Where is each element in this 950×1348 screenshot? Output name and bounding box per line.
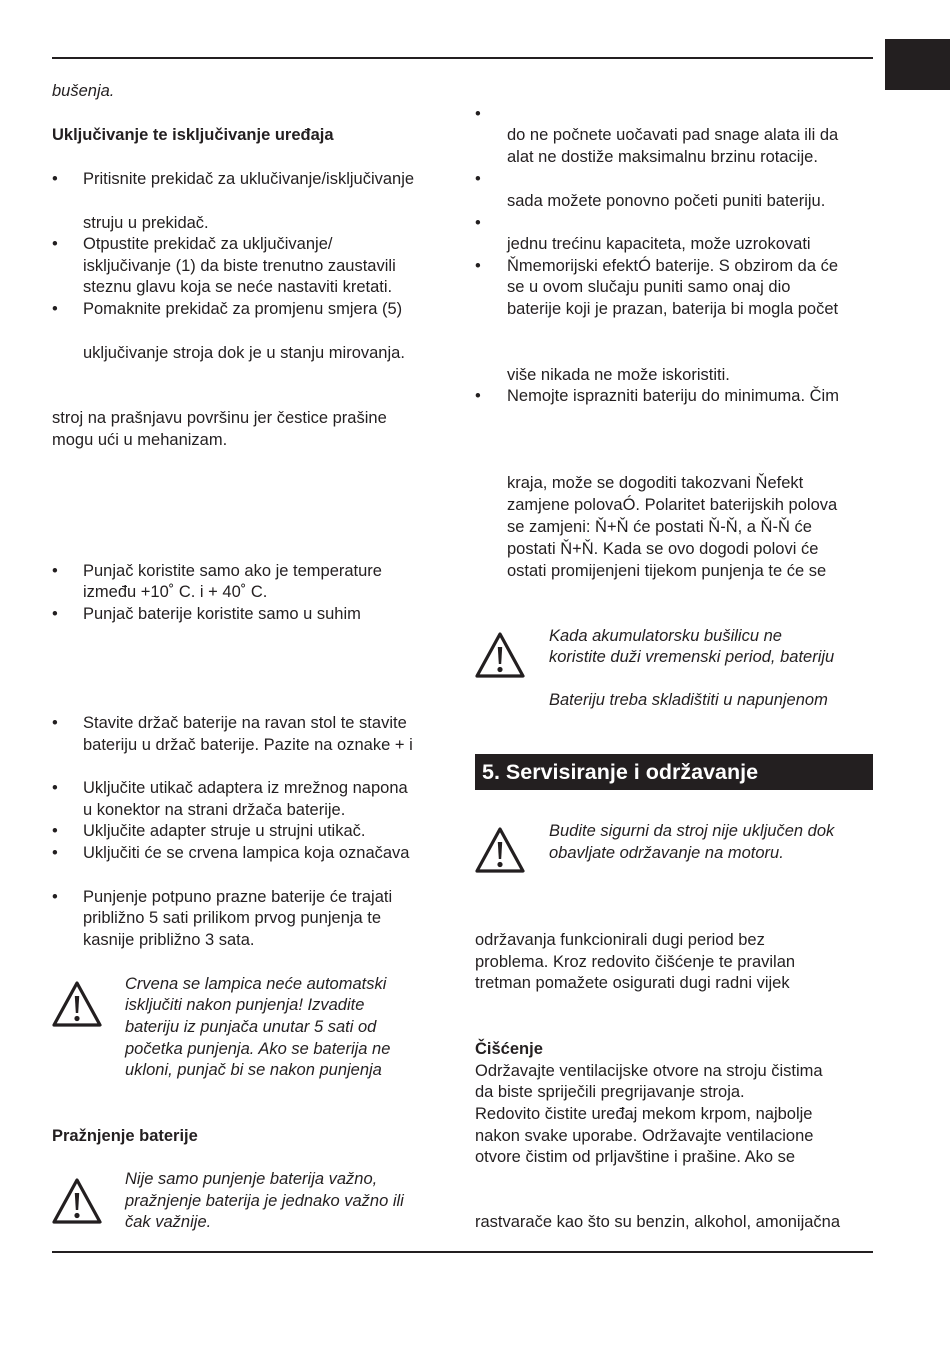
warning-text: početka punjenja. Ako se baterija ne <box>125 1040 391 1058</box>
text-line: otvore čistim od prljavštine i prašine. Ako se <box>475 1148 796 1166</box>
text-line: Otpustite prekidač za uključivanje/ <box>83 235 333 253</box>
text-line: Pomaknite prekidač za promjenu smjera (5) <box>83 300 403 318</box>
warning-text: ukloni, punjač bi se nakon punjenja <box>125 1061 382 1079</box>
bullet: • <box>475 170 481 188</box>
text-line: Stavite držač baterije na ravan stol te stavite <box>83 714 407 732</box>
text-line: alat ne dostiže maksimalnu brzinu rotacije. <box>507 148 818 166</box>
text-line: Uključiti će se crvena lampica koja označava <box>83 844 410 862</box>
warning-text: Crvena se lampica neće automatski <box>125 975 387 993</box>
bullet: • <box>52 888 58 906</box>
text-line: isključivanje (1) da biste trenutno zaustavili <box>83 257 396 275</box>
text-line: kasnije približno 3 sata. <box>83 931 255 949</box>
text-line: problema. Kroz redovito čišćenje te pravilan <box>475 953 796 971</box>
bullet: • <box>52 562 58 580</box>
warning-text: bateriju iz punjača unutar 5 sati od <box>125 1018 377 1036</box>
warning-text: Nije samo punjenje baterija važno, <box>125 1170 378 1188</box>
text-line: zamjene polovaÓ. Polaritet baterijskih polova <box>507 496 838 514</box>
text-line: održavanja funkcionirali dugi period bez <box>475 931 765 949</box>
text-line: steznu glavu koja se neće nastaviti kretati. <box>83 278 393 296</box>
warning-text: čak važnije. <box>125 1213 212 1231</box>
warning-text: Kada akumulatorsku bušilicu ne <box>549 627 782 645</box>
text-line: Redovito čistite uređaj mekom krpom, najbolje <box>475 1105 813 1123</box>
warning-icon <box>474 631 526 679</box>
chapter-tab <box>885 39 950 90</box>
heading-power: Uključivanje te isključivanje uređaja <box>52 126 334 144</box>
text-line: tretman pomažete osigurati dugi radni vijek <box>475 974 790 992</box>
text-line: jednu trećinu kapaciteta, može uzrokovati <box>507 235 811 253</box>
bullet: • <box>475 387 481 405</box>
text-line: stroj na prašnjavu površinu jer čestice prašine <box>52 409 387 427</box>
warning-text: isključiti nakon punjenja! Izvadite <box>125 996 365 1014</box>
warning-icon <box>474 826 526 874</box>
text-line: Uključite utikač adaptera iz mrežnog napona <box>83 779 408 797</box>
text-line: bateriju u držač baterije. Pazite na oznake + i <box>83 736 413 754</box>
text-line: približno 5 sati prilikom prvog punjenja te <box>83 909 382 927</box>
text-line: kraja, može se dogoditi takozvani Ňefekt <box>507 474 804 492</box>
bullet: • <box>52 844 58 862</box>
text-line: Punjač baterije koristite samo u suhim <box>83 605 361 623</box>
bullet: • <box>52 822 58 840</box>
bullet: • <box>52 714 58 732</box>
text-line: nakon svake uporabe. Održavajte ventilacione <box>475 1127 814 1145</box>
bullet: • <box>52 300 58 318</box>
text-line: Pritisnite prekidač za uklučivanje/isključivanje <box>83 170 415 188</box>
text-line: više nikada ne može iskoristiti. <box>507 366 730 384</box>
text-line: se zamjeni: Ň+Ň će postati Ň-Ň, a Ň-Ň će <box>507 518 812 536</box>
text-line: mogu ući u mehanizam. <box>52 431 228 449</box>
text-line: Punjač koristite samo ako je temperature <box>83 562 382 580</box>
text-line: da biste spriječili pregrijavanje stroja. <box>475 1083 745 1101</box>
text-line: bušenja. <box>52 82 115 100</box>
bullet: • <box>475 257 481 275</box>
text-line: do ne počnete uočavati pad snage alata ili da <box>507 126 839 144</box>
text-line: baterije koji je prazan, baterija bi mogla počet <box>507 300 839 318</box>
text-line: Ňmemorijski efektÓ baterije. S obzirom da će <box>507 257 839 275</box>
bullet: • <box>52 235 58 253</box>
section-heading: 5. Servisiranje i održavanje <box>475 754 873 790</box>
bottom-rule <box>52 1251 873 1253</box>
text-line: Uključite adapter struje u strujni utikač. <box>83 822 366 840</box>
text-line: sada možete ponovno početi puniti bateriju. <box>507 192 826 210</box>
text-line: između +10˚ C. i + 40˚ C. <box>83 583 268 601</box>
text-line: struju u prekidač. <box>83 214 209 232</box>
warning-text: koristite duži vremenski period, bateriju <box>549 648 835 666</box>
text-line: u konektor na strani držača baterije. <box>83 801 346 819</box>
text-line: rastvarače kao što su benzin, alkohol, amonijačna <box>475 1213 841 1231</box>
bullet: • <box>475 105 481 123</box>
warning-text: obavljate održavanje na motoru. <box>549 844 784 862</box>
text-line: Nemojte isprazniti bateriju do minimuma. Čim <box>507 387 839 405</box>
text-line: postati Ň+Ň. Kada se ovo dogodi polovi će <box>507 540 819 558</box>
warning-text: pražnjenje baterija je jednako važno ili <box>125 1192 404 1210</box>
text-line: se u ovom slučaju puniti samo onaj dio <box>507 278 791 296</box>
warning-text: Budite sigurni da stroj nije uključen dok <box>549 822 835 840</box>
heading-discharge: Pražnjenje baterije <box>52 1127 198 1145</box>
text-line: ostati promijenjeni tijekom punjenja te će se <box>507 562 827 580</box>
text-line: Održavajte ventilacijske otvore na stroju čistima <box>475 1062 823 1080</box>
text-line: uključivanje stroja dok je u stanju mirovanja. <box>83 344 405 362</box>
warning-icon <box>51 1177 103 1225</box>
text-line: Punjenje potpuno prazne baterije će trajati <box>83 888 393 906</box>
top-rule <box>52 57 873 59</box>
heading-cleaning: Čišćenje <box>475 1040 543 1058</box>
bullet: • <box>52 605 58 623</box>
warning-text: Bateriju treba skladištiti u napunjenom <box>549 691 828 709</box>
bullet: • <box>475 214 481 232</box>
bullet: • <box>52 779 58 797</box>
warning-icon <box>51 980 103 1028</box>
bullet: • <box>52 170 58 188</box>
